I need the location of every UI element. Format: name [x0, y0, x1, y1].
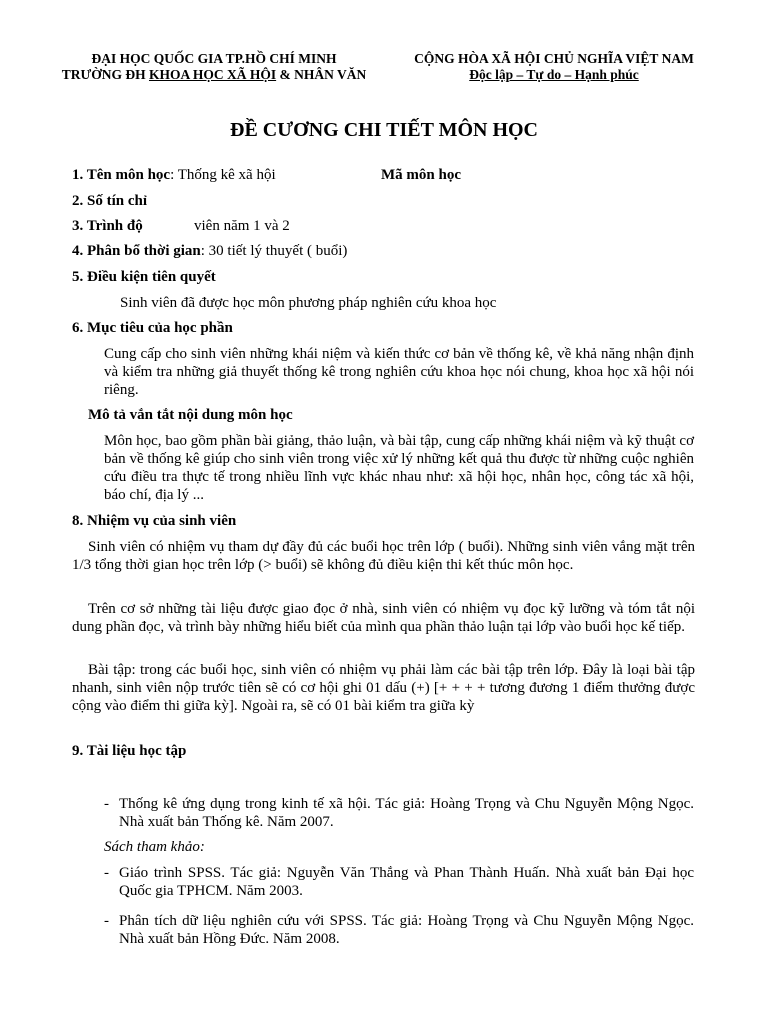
reference-extra-1: - Giáo trình SPSS. Tác giả: Nguyễn Văn Thắng và Phan Thành Huấn. Nhà xuất bản Đại học Quốc gia TPHCM. Năm 2003. — [104, 865, 694, 899]
item-course-name: 1. Tên môn học: Thống kê xã hội — [72, 167, 276, 183]
item-time-allocation: 4. Phân bổ thời gian: 30 tiết lý thuyết ( buổi) — [72, 243, 348, 259]
faculty-name: TRƯỜNG ĐH KHOA HỌC XÃ HỘI & NHÂN VĂN — [61, 67, 367, 82]
country-name: CỘNG HÒA XÃ HỘI CHỦ NGHĨA VIỆT NAM — [414, 51, 694, 66]
document-title: ĐỀ CƯƠNG CHI TIẾT MÔN HỌC — [230, 119, 538, 141]
item-credits: 2. Số tín chỉ — [72, 193, 148, 209]
item-student-duties-p2: Trên cơ sở những tài liệu được giao đọc ở nhà, sinh viên có nhiệm vụ đọc kỹ lưỡng và tóm tắt nội dung phần đọc, và trình bày những hiểu biết của mình qua phần thảo luận tại lớp vào buổi học kế tiếp. — [72, 601, 695, 635]
university-name: ĐẠI HỌC QUỐC GIA TP.HỒ CHÍ MINH — [91, 51, 337, 66]
item-level-label: 3. Trình độ — [72, 218, 143, 234]
reference-extra-label: Sách tham khảo: — [104, 839, 205, 855]
item-objective-text: Cung cấp cho sinh viên những khái niệm và kiến thức cơ bản về thống kê, về khả năng nhận định và kiểm tra những giả thuyết thống kê trong nghiên cứu khoa học nói chung, khoa học xã hội nói riêng. — [104, 346, 694, 398]
item-description-text: Môn học, bao gồm phần bài giảng, thảo luận, và bài tập, cung cấp những khái niệm và kỹ thuật cơ bản về thống kê giúp cho sinh viên trong việc xử lý những kết quả thu được từ những cuộc nghiên cứu điều tra thực tế trong nhiều lĩnh vực khác nhau như: xã hội học, nhân học, công tác xã hội, báo chí, địa lý ... — [104, 433, 694, 503]
item-materials-label: 9. Tài liệu học tập — [72, 743, 187, 759]
item-student-duties-label: 8. Nhiệm vụ của sinh viên — [72, 513, 237, 529]
item-course-code: Mã môn học — [381, 167, 461, 183]
item-objective-label: 6. Mục tiêu của học phần — [72, 320, 233, 336]
reference-extra-2: - Phân tích dữ liệu nghiên cứu với SPSS. Tác giả: Hoàng Trọng và Chu Nguyễn Mộng Ngọc. Nhà xuất bản Hồng Đức. Năm 2008. — [104, 913, 694, 947]
item-level-value: viên năm 1 và 2 — [194, 218, 290, 234]
motto: Độc lập – Tự do – Hạnh phúc — [469, 67, 639, 82]
item-description-label: Mô tả vắn tắt nội dung môn học — [88, 407, 293, 423]
reference-main-1: - Thống kê ứng dụng trong kinh tế xã hội. Tác giả: Hoàng Trọng và Chu Nguyễn Mộng Ngọc. Nhà xuất bản Thống kê. Năm 2007. — [104, 796, 694, 830]
item-student-duties-p3: Bài tập: trong các buổi học, sinh viên có nhiệm vụ phải làm các bài tập trên lớp. Đây là loại bài tập nhanh, sinh viên nộp trước tiên sẽ có cơ hội ghi 01 dấu (+) [+ + + + tương đương 1 điểm thưởng được cộng vào điểm thi giữa kỳ]. Ngoài ra, sẽ có 01 bài kiểm tra giữa kỳ — [72, 662, 695, 714]
header-left — [48, 51, 380, 83]
item-student-duties-p1: Sinh viên có nhiệm vụ tham dự đầy đủ các buổi học trên lớp ( buổi). Những sinh viên vắng mặt trên 1/3 tổng thời gian học trên lớp (> buổi) sẽ không đủ điều kiện thi kết thúc môn học. — [72, 539, 695, 573]
item-prerequisite-label: 5. Điều kiện tiên quyết — [72, 269, 216, 285]
item-prerequisite-text: Sinh viên đã được học môn phương pháp nghiên cứu khoa học — [120, 295, 497, 311]
header-right — [396, 51, 712, 83]
